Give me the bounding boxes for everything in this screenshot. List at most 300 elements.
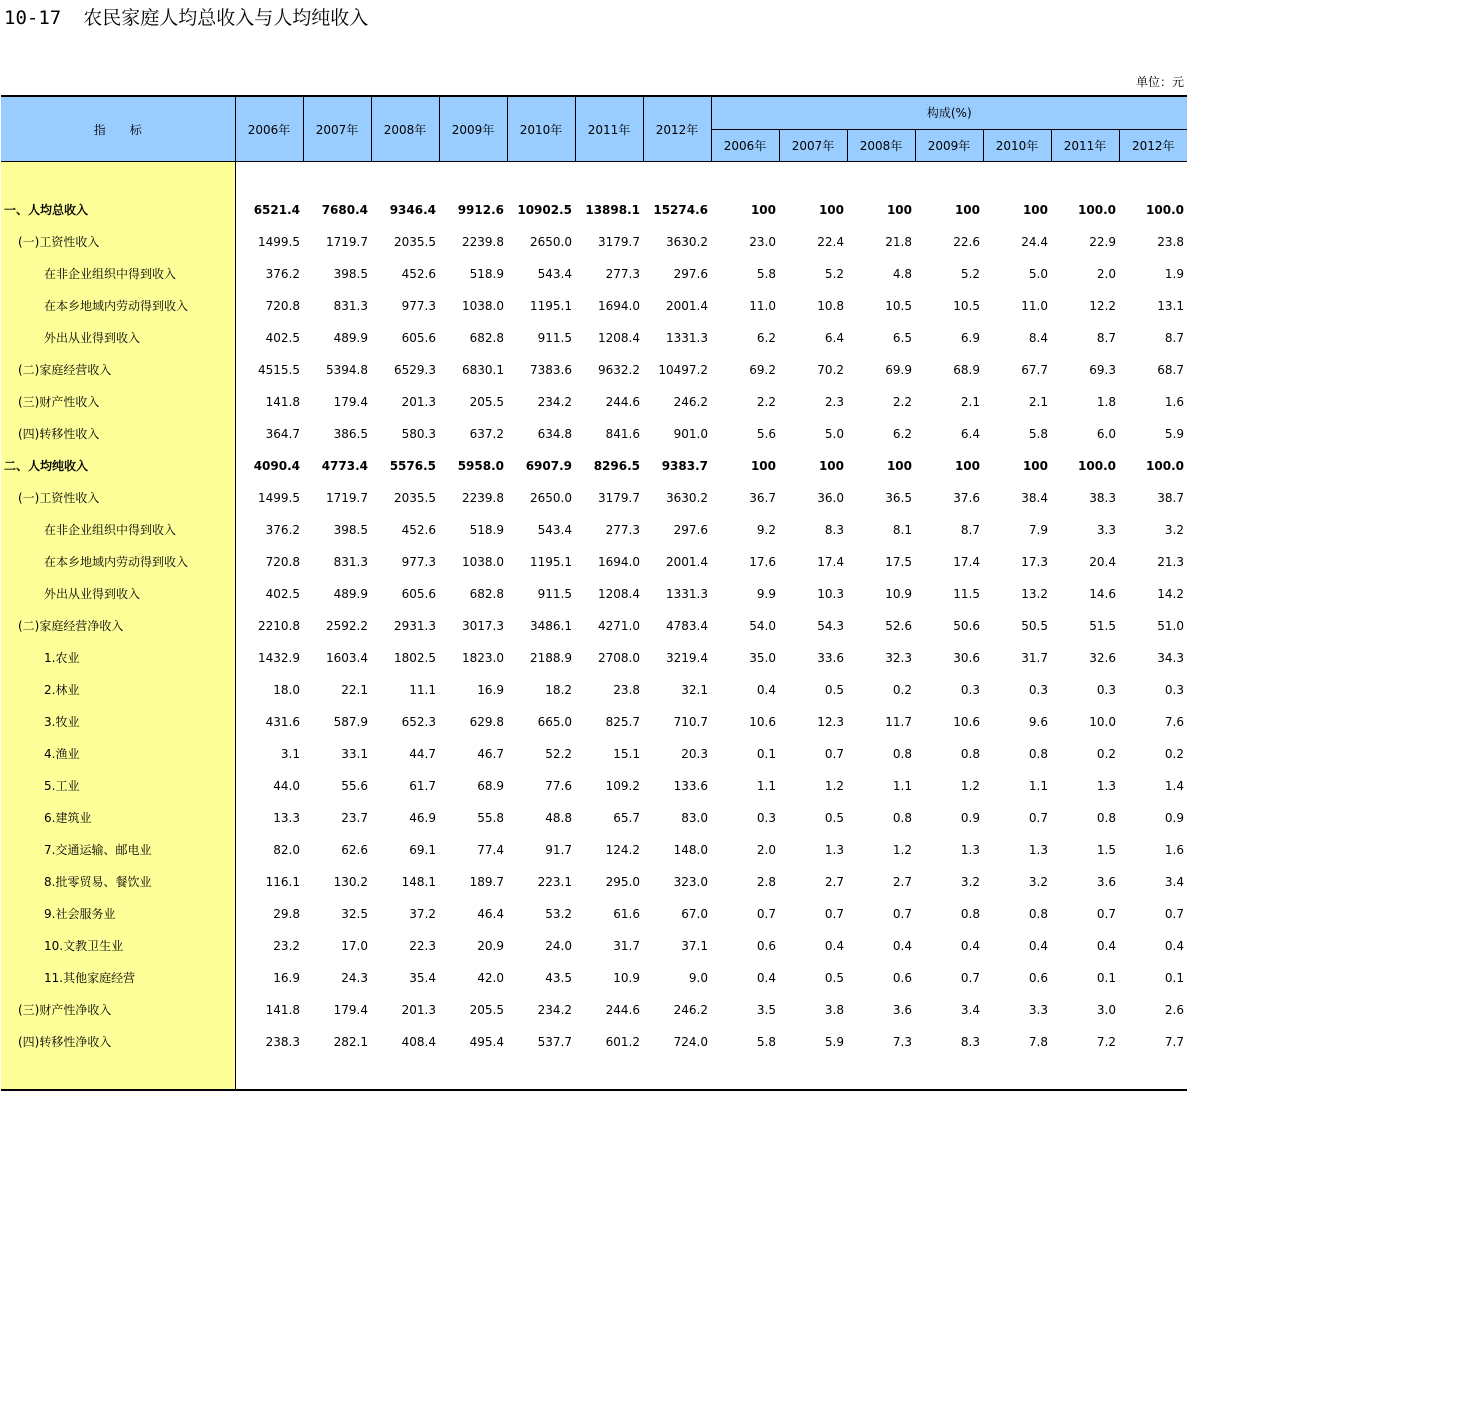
value-cell: 682.8	[469, 330, 504, 345]
table-row	[1, 834, 1187, 866]
value-cell: 46.7	[477, 746, 504, 761]
table-row	[1, 738, 1187, 770]
value-cell: 29.8	[273, 906, 300, 921]
row-label: (四)转移性净收入	[1, 1026, 235, 1058]
value-cell: 977.3	[401, 554, 436, 569]
spacer-row	[1, 1058, 1187, 1090]
empty-cell	[439, 1058, 507, 1090]
value-cell: 201.3	[401, 1002, 436, 1017]
composition-cell: 10.6	[953, 714, 980, 729]
value-cell: 52.2	[545, 746, 572, 761]
composition-cell: 0.6	[1028, 970, 1048, 985]
value-cell: 246.2	[673, 1002, 708, 1017]
value-cell: 1331.3	[666, 586, 708, 601]
value-cell: 2931.3	[394, 618, 436, 633]
value-cell: 5394.8	[326, 362, 368, 377]
composition-cell: 9.9	[756, 586, 776, 601]
composition-cell: 100	[750, 202, 776, 217]
spacer-row	[1, 162, 1187, 194]
composition-cell: 0.9	[960, 810, 980, 825]
value-cell: 91.7	[545, 842, 572, 857]
value-cell: 720.8	[265, 298, 300, 313]
composition-cell: 22.6	[953, 234, 980, 249]
value-cell: 18.2	[545, 682, 572, 697]
composition-cell: 3.2	[960, 874, 980, 889]
composition-cell: 6.4	[824, 330, 844, 345]
value-cell: 61.6	[613, 906, 640, 921]
composition-cell: 13.2	[1021, 586, 1048, 601]
header-year: 2010年	[507, 96, 575, 162]
composition-cell: 3.3	[1028, 1002, 1048, 1017]
value-cell: 116.1	[265, 874, 300, 889]
value-cell: 831.3	[333, 554, 368, 569]
composition-cell: 0.7	[892, 906, 912, 921]
value-cell: 710.7	[673, 714, 708, 729]
value-cell: 223.1	[537, 874, 572, 889]
value-cell: 1208.4	[598, 586, 640, 601]
value-cell: 46.9	[409, 810, 436, 825]
header-comp-year: 2010年	[983, 129, 1051, 162]
value-cell: 234.2	[537, 394, 572, 409]
composition-cell: 30.6	[953, 650, 980, 665]
composition-cell: 8.1	[892, 522, 912, 537]
composition-cell: 1.1	[892, 778, 912, 793]
value-cell: 16.9	[477, 682, 504, 697]
composition-cell: 35.0	[749, 650, 776, 665]
value-cell: 402.5	[265, 586, 300, 601]
composition-cell: 24.4	[1021, 234, 1048, 249]
composition-cell: 1.4	[1164, 778, 1184, 793]
value-cell: 24.3	[341, 970, 368, 985]
value-cell: 244.6	[605, 394, 640, 409]
composition-cell: 69.3	[1089, 362, 1116, 377]
empty-cell	[779, 162, 847, 194]
value-cell: 1208.4	[598, 330, 640, 345]
composition-cell: 1.3	[960, 842, 980, 857]
value-cell: 1694.0	[598, 298, 640, 313]
value-cell: 62.6	[341, 842, 368, 857]
value-cell: 43.5	[545, 970, 572, 985]
value-cell: 1195.1	[530, 298, 572, 313]
header-year: 2007年	[303, 96, 371, 162]
composition-cell: 2.1	[1028, 394, 1048, 409]
header-comp-year: 2009年	[915, 129, 983, 162]
composition-cell: 17.4	[817, 554, 844, 569]
empty-cell	[575, 1058, 643, 1090]
value-cell: 37.2	[409, 906, 436, 921]
header-comp-year: 2012年	[1119, 129, 1187, 162]
empty-cell	[847, 162, 915, 194]
composition-cell: 0.4	[892, 938, 912, 953]
value-cell: 23.2	[273, 938, 300, 953]
value-cell: 2035.5	[394, 490, 436, 505]
value-cell: 1499.5	[258, 234, 300, 249]
composition-cell: 13.1	[1157, 298, 1184, 313]
value-cell: 68.9	[477, 778, 504, 793]
composition-cell: 36.5	[885, 490, 912, 505]
value-cell: 24.0	[545, 938, 572, 953]
composition-cell: 100	[1022, 458, 1048, 473]
row-label: 11.其他家庭经营	[1, 962, 235, 994]
composition-cell: 51.0	[1157, 618, 1184, 633]
header-comp-year: 2006年	[711, 129, 779, 162]
table-row	[1, 482, 1187, 514]
composition-cell: 5.6	[756, 426, 776, 441]
table-row	[1, 354, 1187, 386]
composition-cell: 0.8	[1028, 906, 1048, 921]
composition-cell: 54.0	[749, 618, 776, 633]
value-cell: 148.0	[673, 842, 708, 857]
composition-cell: 2.7	[824, 874, 844, 889]
value-cell: 605.6	[401, 586, 436, 601]
value-cell: 109.2	[605, 778, 640, 793]
composition-cell: 3.5	[756, 1002, 776, 1017]
value-cell: 2650.0	[530, 234, 572, 249]
row-label: 1.农业	[1, 642, 235, 674]
table-body	[1, 162, 1187, 1090]
composition-cell: 0.4	[960, 938, 980, 953]
value-cell: 82.0	[273, 842, 300, 857]
value-cell: 1694.0	[598, 554, 640, 569]
value-cell: 9912.6	[457, 202, 504, 217]
composition-cell: 100.0	[1146, 458, 1184, 473]
composition-cell: 52.6	[885, 618, 912, 633]
row-label: 7.交通运输、邮电业	[1, 834, 235, 866]
composition-cell: 31.7	[1021, 650, 1048, 665]
row-label: 在本乡地域内劳动得到收入	[1, 290, 235, 322]
value-cell: 124.2	[605, 842, 640, 857]
composition-cell: 100	[954, 202, 980, 217]
row-label	[1, 1058, 235, 1090]
value-cell: 37.1	[681, 938, 708, 953]
value-cell: 6830.1	[462, 362, 504, 377]
value-cell: 1195.1	[530, 554, 572, 569]
composition-cell: 0.1	[1096, 970, 1116, 985]
composition-cell: 0.8	[960, 746, 980, 761]
composition-cell: 0.8	[892, 746, 912, 761]
composition-cell: 7.6	[1164, 714, 1184, 729]
table-row	[1, 866, 1187, 898]
composition-cell: 0.7	[1028, 810, 1048, 825]
value-cell: 17.0	[341, 938, 368, 953]
empty-cell	[575, 162, 643, 194]
value-cell: 1719.7	[326, 490, 368, 505]
composition-cell: 4.8	[892, 266, 912, 281]
value-cell: 3630.2	[666, 234, 708, 249]
composition-cell: 5.0	[1028, 266, 1048, 281]
value-cell: 238.3	[265, 1034, 300, 1049]
value-cell: 277.3	[605, 522, 640, 537]
value-cell: 4090.4	[253, 458, 300, 473]
value-cell: 452.6	[401, 266, 436, 281]
composition-cell: 2.3	[824, 394, 844, 409]
row-label: (一)工资性收入	[1, 226, 235, 258]
composition-cell: 1.1	[1028, 778, 1048, 793]
value-cell: 7383.6	[530, 362, 572, 377]
value-cell: 3179.7	[598, 234, 640, 249]
empty-cell	[915, 162, 983, 194]
value-cell: 9632.2	[598, 362, 640, 377]
value-cell: 277.3	[605, 266, 640, 281]
value-cell: 665.0	[537, 714, 572, 729]
value-cell: 2210.8	[258, 618, 300, 633]
value-cell: 323.0	[673, 874, 708, 889]
value-cell: 1823.0	[462, 650, 504, 665]
composition-cell: 7.7	[1164, 1034, 1184, 1049]
composition-cell: 54.3	[817, 618, 844, 633]
composition-cell: 12.3	[817, 714, 844, 729]
value-cell: 13.3	[273, 810, 300, 825]
composition-cell: 100	[954, 458, 980, 473]
empty-cell	[371, 162, 439, 194]
value-cell: 1719.7	[326, 234, 368, 249]
composition-cell: 100	[750, 458, 776, 473]
value-cell: 234.2	[537, 1002, 572, 1017]
composition-cell: 69.9	[885, 362, 912, 377]
composition-cell: 51.5	[1089, 618, 1116, 633]
value-cell: 977.3	[401, 298, 436, 313]
unit-note: 单位：元	[1135, 75, 1184, 89]
empty-cell	[1051, 162, 1119, 194]
composition-cell: 0.5	[824, 970, 844, 985]
value-cell: 3017.3	[462, 618, 504, 633]
composition-cell: 1.1	[756, 778, 776, 793]
composition-cell: 10.5	[885, 298, 912, 313]
value-cell: 580.3	[401, 426, 436, 441]
value-cell: 1038.0	[462, 298, 504, 313]
composition-cell: 1.2	[892, 842, 912, 857]
composition-cell: 22.4	[817, 234, 844, 249]
header-indicator: 指 标	[1, 96, 235, 162]
composition-cell: 2.6	[1164, 1002, 1184, 1017]
composition-cell: 5.8	[1028, 426, 1048, 441]
table-row	[1, 770, 1187, 802]
composition-cell: 17.5	[885, 554, 912, 569]
composition-cell: 0.7	[1164, 906, 1184, 921]
empty-cell	[507, 162, 575, 194]
empty-cell	[235, 1058, 303, 1090]
empty-cell	[1051, 1058, 1119, 1090]
composition-cell: 2.7	[892, 874, 912, 889]
value-cell: 3630.2	[666, 490, 708, 505]
row-label: 外出从业得到收入	[1, 578, 235, 610]
value-cell: 2001.4	[666, 298, 708, 313]
value-cell: 489.9	[333, 330, 368, 345]
composition-cell: 17.4	[953, 554, 980, 569]
composition-cell: 50.6	[953, 618, 980, 633]
composition-cell: 2.0	[756, 842, 776, 857]
value-cell: 32.5	[341, 906, 368, 921]
composition-cell: 0.2	[1164, 746, 1184, 761]
row-label	[1, 162, 235, 194]
value-cell: 46.4	[477, 906, 504, 921]
composition-cell: 100	[886, 202, 912, 217]
value-cell: 16.9	[273, 970, 300, 985]
value-cell: 297.6	[673, 522, 708, 537]
composition-cell: 6.4	[960, 426, 980, 441]
composition-cell: 0.4	[756, 970, 776, 985]
value-cell: 55.8	[477, 810, 504, 825]
header-year: 2009年	[439, 96, 507, 162]
composition-cell: 67.7	[1021, 362, 1048, 377]
value-cell: 398.5	[333, 266, 368, 281]
value-cell: 5958.0	[457, 458, 504, 473]
value-cell: 452.6	[401, 522, 436, 537]
composition-cell: 3.6	[892, 1002, 912, 1017]
value-cell: 634.8	[537, 426, 572, 441]
value-cell: 201.3	[401, 394, 436, 409]
value-cell: 77.4	[477, 842, 504, 857]
value-cell: 141.8	[265, 394, 300, 409]
composition-cell: 3.0	[1096, 1002, 1116, 1017]
composition-cell: 5.0	[824, 426, 844, 441]
row-label: 外出从业得到收入	[1, 322, 235, 354]
row-label: 二、人均纯收入	[1, 450, 235, 482]
row-label: 9.社会服务业	[1, 898, 235, 930]
composition-cell: 2.2	[756, 394, 776, 409]
value-cell: 179.4	[333, 394, 368, 409]
table-row	[1, 322, 1187, 354]
composition-cell: 7.3	[892, 1034, 912, 1049]
composition-cell: 7.2	[1096, 1034, 1116, 1049]
composition-cell: 9.2	[756, 522, 776, 537]
value-cell: 31.7	[613, 938, 640, 953]
empty-cell	[983, 162, 1051, 194]
table-row	[1, 226, 1187, 258]
value-cell: 4773.4	[321, 458, 368, 473]
value-cell: 4271.0	[598, 618, 640, 633]
composition-cell: 0.8	[1028, 746, 1048, 761]
value-cell: 408.4	[401, 1034, 436, 1049]
composition-cell: 23.8	[1157, 234, 1184, 249]
value-cell: 6907.9	[525, 458, 572, 473]
value-cell: 13898.1	[585, 202, 640, 217]
composition-cell: 10.9	[885, 586, 912, 601]
composition-cell: 0.3	[1028, 682, 1048, 697]
composition-cell: 3.2	[1028, 874, 1048, 889]
value-cell: 77.6	[545, 778, 572, 793]
value-cell: 23.8	[613, 682, 640, 697]
composition-cell: 11.0	[749, 298, 776, 313]
row-label: 4.渔业	[1, 738, 235, 770]
value-cell: 20.3	[681, 746, 708, 761]
value-cell: 537.7	[537, 1034, 572, 1049]
value-cell: 32.1	[681, 682, 708, 697]
table-row	[1, 258, 1187, 290]
empty-cell	[643, 162, 711, 194]
composition-cell: 3.4	[1164, 874, 1184, 889]
composition-cell: 12.2	[1089, 298, 1116, 313]
value-cell: 376.2	[265, 266, 300, 281]
composition-cell: 0.5	[824, 682, 844, 697]
composition-cell: 3.8	[824, 1002, 844, 1017]
composition-cell: 1.9	[1164, 266, 1184, 281]
composition-cell: 3.2	[1164, 522, 1184, 537]
row-label: 在本乡地域内劳动得到收入	[1, 546, 235, 578]
value-cell: 9346.4	[389, 202, 436, 217]
value-cell: 246.2	[673, 394, 708, 409]
table-row	[1, 898, 1187, 930]
composition-cell: 9.6	[1028, 714, 1048, 729]
row-label: 5.工业	[1, 770, 235, 802]
value-cell: 720.8	[265, 554, 300, 569]
empty-cell	[847, 1058, 915, 1090]
empty-cell	[711, 1058, 779, 1090]
empty-cell	[303, 162, 371, 194]
composition-cell: 0.1	[1164, 970, 1184, 985]
composition-cell: 11.7	[885, 714, 912, 729]
header-year: 2008年	[371, 96, 439, 162]
value-cell: 7680.4	[321, 202, 368, 217]
value-cell: 629.8	[469, 714, 504, 729]
composition-cell: 0.3	[1164, 682, 1184, 697]
value-cell: 543.4	[537, 266, 572, 281]
composition-cell: 8.7	[1096, 330, 1116, 345]
composition-cell: 0.7	[960, 970, 980, 985]
composition-cell: 10.3	[817, 586, 844, 601]
composition-cell: 21.3	[1157, 554, 1184, 569]
composition-cell: 1.6	[1164, 394, 1184, 409]
empty-cell	[983, 1058, 1051, 1090]
row-label: (二)家庭经营收入	[1, 354, 235, 386]
value-cell: 33.1	[341, 746, 368, 761]
table-row	[1, 194, 1187, 226]
composition-cell: 0.9	[1164, 810, 1184, 825]
value-cell: 402.5	[265, 330, 300, 345]
table-row	[1, 578, 1187, 610]
value-cell: 431.6	[265, 714, 300, 729]
composition-cell: 10.0	[1089, 714, 1116, 729]
composition-cell: 7.8	[1028, 1034, 1048, 1049]
row-label: 在非企业组织中得到收入	[1, 258, 235, 290]
value-cell: 55.6	[341, 778, 368, 793]
header-comp-year: 2011年	[1051, 129, 1119, 162]
empty-cell	[1119, 1058, 1187, 1090]
composition-cell: 6.0	[1096, 426, 1116, 441]
composition-cell: 6.9	[960, 330, 980, 345]
table-row	[1, 994, 1187, 1026]
value-cell: 67.0	[681, 906, 708, 921]
composition-cell: 38.4	[1021, 490, 1048, 505]
composition-cell: 100	[818, 458, 844, 473]
composition-cell: 0.3	[756, 810, 776, 825]
composition-cell: 14.6	[1089, 586, 1116, 601]
value-cell: 3.1	[280, 746, 300, 761]
value-cell: 605.6	[401, 330, 436, 345]
value-cell: 587.9	[333, 714, 368, 729]
value-cell: 386.5	[333, 426, 368, 441]
header-year: 2006年	[235, 96, 303, 162]
composition-cell: 11.5	[953, 586, 980, 601]
value-cell: 282.1	[333, 1034, 368, 1049]
composition-cell: 6.5	[892, 330, 912, 345]
value-cell: 2650.0	[530, 490, 572, 505]
table-row	[1, 962, 1187, 994]
value-cell: 652.3	[401, 714, 436, 729]
table-title	[4, 6, 368, 30]
table-row	[1, 450, 1187, 482]
composition-cell: 68.7	[1157, 362, 1184, 377]
composition-cell: 0.2	[892, 682, 912, 697]
row-label: 6.建筑业	[1, 802, 235, 834]
value-cell: 495.4	[469, 1034, 504, 1049]
value-cell: 10497.2	[658, 362, 708, 377]
value-cell: 2035.5	[394, 234, 436, 249]
composition-cell: 3.4	[960, 1002, 980, 1017]
row-label: 一、人均总收入	[1, 194, 235, 226]
value-cell: 2239.8	[462, 490, 504, 505]
value-cell: 65.7	[613, 810, 640, 825]
